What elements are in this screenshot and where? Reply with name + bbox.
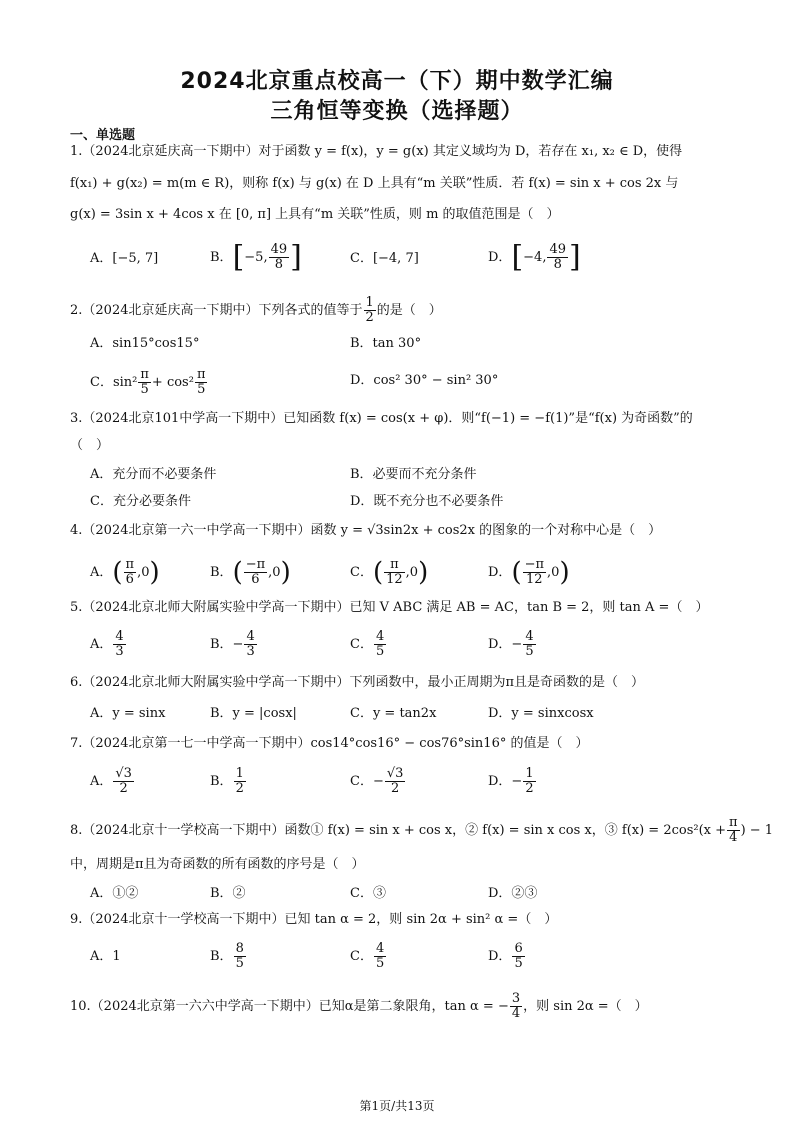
q7-stem: 7.（2024北京第一七一中学高一下期中）cos14°cos16° − cos76°sin16° 的值是（ ）: [70, 736, 589, 751]
fraction-numerator: −π: [524, 557, 545, 572]
q1-option-b: B．[−5, $\frac{49}{8}$ ]: [210, 239, 302, 275]
coordinate-y: ,0: [268, 565, 281, 580]
q4-option-a: A．( $\frac{\pi}{6}$ ,0): [90, 557, 160, 588]
fraction-numerator: π: [140, 367, 149, 382]
coordinate-y: ,0: [405, 565, 419, 580]
fraction-numerator: π: [125, 557, 135, 572]
q10-stem: [70, 992, 648, 1021]
q4-stem: 4.（2024北京第一六一中学高一下期中）函数 y = √3sin2x + cos2x 的图象的一个对称中心是（ ）: [70, 523, 662, 538]
q1-option-d: D．[−4, $\frac{49}{8}$ ]: [488, 239, 581, 275]
q5-option-b: [210, 630, 258, 659]
stem-text: ，则 sin 2α =（ ）: [523, 999, 648, 1014]
q5-option-d: [488, 630, 537, 659]
option-label: C．: [350, 565, 373, 580]
option-label: B．: [210, 774, 233, 789]
q2-option-c: [90, 368, 208, 397]
fraction-numerator: 3: [511, 991, 521, 1006]
option-label: B．: [210, 565, 233, 580]
q8-line2: 中，周期是π且为奇函数的所有函数的序号是（ ）: [70, 857, 365, 872]
option-label: D．: [488, 250, 512, 265]
fraction-numerator: √3: [115, 766, 132, 781]
option-label: D．−: [488, 774, 523, 789]
q3-option-c: C．充分必要条件: [90, 494, 191, 509]
fraction-denominator: 2: [235, 781, 244, 796]
q6-stem: 6.（2024北京北师大附属实验中学高一下期中）下列函数中，最小正周期为π且是奇函数的是（ ）: [70, 675, 645, 690]
q1-option-a: A．[−5, 7]: [90, 251, 159, 266]
page-footer: 第1页/共13页: [359, 1099, 435, 1113]
q6-option-a: A．y = sinx: [90, 706, 166, 721]
fraction-denominator: 2: [119, 781, 128, 796]
fraction-denominator: 8: [553, 257, 562, 272]
document-title: 2024北京重点校高一（下）期中数学汇编: [180, 69, 614, 94]
fraction-numerator: 6: [514, 941, 523, 956]
section-heading: 一、单选题: [70, 128, 136, 143]
option-label: A．: [90, 565, 113, 580]
fraction-numerator: π: [384, 558, 405, 573]
q5-stem: 5.（2024北京北师大附属实验中学高一下期中）已知 V ABC 满足 AB = AC，tan B = 2，则 tan A =（ ）: [70, 600, 709, 615]
option-label: A．: [90, 774, 113, 789]
option-text: + cos²: [151, 375, 194, 390]
fraction-denominator: 4: [511, 1006, 521, 1021]
option-label: D．: [488, 949, 512, 964]
q1-option-c: C．[−4, 7]: [350, 251, 419, 266]
fraction-numerator: 49: [549, 242, 566, 257]
q4-option-d: D．( $\frac{-\pi}{12}$ ,0): [488, 557, 570, 588]
fraction-numerator: 1: [365, 295, 374, 310]
q8-option-a: A．①②: [90, 886, 139, 901]
fraction-denominator: 8: [274, 257, 283, 272]
fraction-numerator: 4: [375, 941, 385, 956]
fraction-numerator: 4: [115, 629, 124, 644]
option-label: C．: [350, 637, 373, 652]
q6-option-c: C．y = tan2x: [350, 706, 437, 721]
q5-option-c: [350, 630, 387, 659]
q7-option-c: [350, 767, 406, 796]
stem-text: 2.（2024北京延庆高一下期中）下列各式的值等于: [70, 303, 363, 318]
document-subtitle: 三角恒等变换（选择题）: [270, 99, 524, 124]
q9-option-d: [488, 942, 526, 971]
stem-text: 8.（2024北京十一学校高一下期中）函数① f(x) = sin x + cos x，② f(x) = sin x cos x，③ f(x) = 2cos²(x +: [70, 823, 727, 838]
q7-option-a: [90, 767, 135, 796]
q2-option-d: D．cos² 30° − sin² 30°: [350, 373, 499, 388]
fraction-numerator: 1: [235, 766, 244, 781]
q3-option-a: A．充分而不必要条件: [90, 467, 217, 482]
option-label: B．: [210, 949, 233, 964]
fraction-denominator: 12: [526, 572, 543, 587]
q5-option-a: [90, 630, 127, 659]
q8-line1: [70, 816, 773, 845]
fraction-denominator: 5: [525, 644, 534, 659]
fraction-denominator: 3: [246, 644, 255, 659]
fraction-numerator: 4: [375, 629, 385, 644]
stem-text: 的是（ ）: [376, 303, 442, 318]
fraction-numerator: 4: [246, 629, 255, 644]
fraction-numerator: 49: [270, 242, 288, 257]
stem-text: ) − 1: [740, 823, 774, 838]
q2-option-a: A．sin15°cos15°: [90, 336, 200, 351]
q9-option-b: [210, 942, 247, 971]
fraction-numerator: π: [729, 815, 738, 830]
option-label: C．−: [350, 774, 384, 789]
fraction-numerator: √3: [386, 766, 404, 781]
fraction-denominator: 5: [514, 956, 523, 971]
q3-line2: （ ）: [70, 438, 110, 453]
fraction-denominator: 5: [375, 644, 385, 659]
q9-stem: 9.（2024北京十一学校高一下期中）已知 tan α = 2，则 sin 2α + sin² α =（ ）: [70, 912, 558, 927]
option-label: B．: [210, 250, 233, 265]
fraction-numerator: 1: [525, 766, 534, 781]
fraction-numerator: 4: [525, 629, 534, 644]
q8-option-b: B．②: [210, 886, 246, 901]
q4-option-b: B．( $\frac{-\pi}{6}$ ,0): [210, 557, 291, 588]
interval-left: −5,: [244, 250, 268, 265]
q2-stem: [70, 296, 442, 325]
q7-option-d: [488, 767, 537, 796]
q3-option-d: D．既不充分也不必要条件: [350, 494, 504, 509]
coordinate-y: ,0: [137, 565, 150, 580]
q7-option-b: [210, 767, 247, 796]
q2-option-b: B．tan 30°: [350, 336, 422, 351]
q3-line1: 3.（2024北京101中学高一下期中）已知函数 f(x) = cos(x + φ)．则“f(−1) = −f(1)”是“f(x) 为奇函数”的: [70, 411, 693, 426]
option-label: A．: [90, 637, 113, 652]
interval-left: −4,: [523, 250, 547, 265]
option-label: D．−: [488, 637, 523, 652]
option-label: B．−: [210, 637, 244, 652]
q6-option-b: B．y = |cosx|: [210, 706, 297, 721]
q9-option-a: A．1: [90, 949, 121, 964]
stem-text: 10.（2024北京第一六六中学高一下期中）已知α是第二象限角，tan α = −: [70, 999, 509, 1014]
q6-option-d: D．y = sinxcosx: [488, 706, 594, 721]
q9-option-c: [350, 942, 387, 971]
fraction-denominator: 5: [375, 956, 385, 971]
fraction-denominator: 3: [115, 644, 124, 659]
q1-line3: g(x) = 3sin x + 4cos x 在 [0, π] 上具有“m 关联”性质，则 m 的取值范围是（ ）: [70, 207, 560, 222]
fraction-denominator: 2: [365, 310, 374, 325]
fraction-denominator: 6: [251, 572, 260, 587]
option-label: C．: [350, 949, 373, 964]
option-text: C．sin²: [90, 375, 138, 390]
option-label: D．: [488, 565, 512, 580]
q1-line2: f(x₁) + g(x₂) = m(m ∈ R)，则称 f(x) 与 g(x) 在 D 上具有“m 关联”性质．若 f(x) = sin x + cos 2x 与: [70, 176, 679, 191]
q3-option-b: B．必要而不充分条件: [350, 467, 477, 482]
fraction-denominator: 6: [125, 572, 134, 587]
fraction-denominator: 5: [197, 382, 206, 397]
q1-line1: 1.（2024北京延庆高一下期中）对于函数 y = f(x)，y = g(x) 其定义域均为 D，若存在 x₁, x₂ ∈ D，使得: [70, 144, 683, 159]
fraction-numerator: 8: [235, 941, 244, 956]
fraction-denominator: 5: [140, 382, 149, 397]
q8-option-c: C．③: [350, 886, 386, 901]
fraction-denominator: 5: [235, 956, 244, 971]
fraction-numerator: −π: [245, 557, 266, 572]
fraction-numerator: π: [196, 367, 206, 382]
q4-option-c: C．( $\frac{\pi}{12}$ ,0): [350, 557, 429, 588]
coordinate-y: ,0: [547, 565, 560, 580]
fraction-denominator: 2: [525, 781, 534, 796]
fraction-denominator: 4: [729, 830, 738, 845]
fraction-denominator: 12: [386, 572, 403, 587]
fraction-denominator: 2: [390, 781, 400, 796]
q8-option-d: D．②③: [488, 886, 538, 901]
